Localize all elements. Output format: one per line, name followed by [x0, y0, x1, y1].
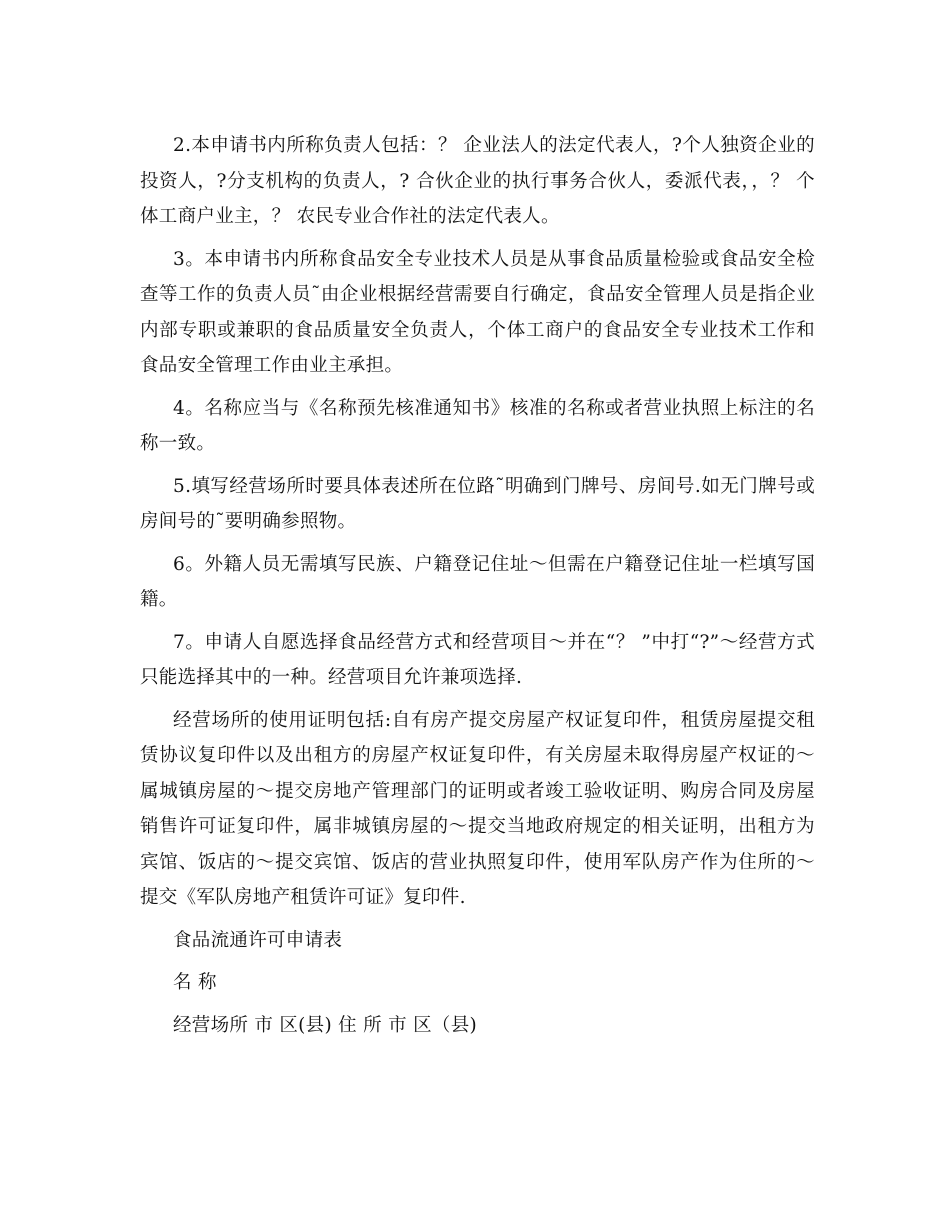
paragraph-food-safety-staff: 3。本申请书内所称食品安全专业技术人员是从事食品质量检验或食品安全检查等工作的负责人员˜由企业根据经营需要自行确定，食品安全管理人员是指企业内部专职或兼职的食品质量安全负责人，个体工商户的食品安全专业技术工作和食品安全管理工作由业主承担。 — [140, 248, 815, 376]
paragraph-business-location: 5.填写经营场所时要具体表述所在位路˜明确到门牌号、房间号.如无门牌号或房间号的˜要明确参照物。 — [140, 475, 815, 532]
document-body — [140, 128, 815, 1050]
form-title: 食品流通许可申请表 — [173, 929, 343, 951]
form-field-name: 名 称 — [173, 972, 217, 993]
paragraph-foreign-personnel: 6。外籍人员无需填写民族、户籍登记住址～但需在户籍登记住址一栏填写国籍。 — [140, 553, 815, 610]
form-field-location: 经营场所 市 区(县) 住 所 市 区（县) — [173, 1014, 478, 1036]
paragraph-business-mode: 7。申请人自愿选择食品经营方式和经营项目～并在“？ ”中打“?”～经营方式只能选择其中的一种。经营项目允许兼项选择. — [140, 631, 815, 688]
paragraph-name-consistency: 4。名称应当与《名称预先核准通知书》核准的名称或者营业执照上标注的名称一致。 — [140, 397, 815, 454]
paragraph-usage-proof: 经营场所的使用证明包括:自有房产提交房屋产权证复印件，租赁房屋提交租赁协议复印件以及出租方的房屋产权证复印件，有关房屋未取得房屋产权证的～属城镇房屋的～提交房地产管理部门的证明或者竣工验收证明、购房合同及房屋销售许可证复印件，属非城镇房屋的～提交当地政府规定的相关证明，出租方为宾馆、饭店的～提交宾馆、饭店的营业执照复印件，使用军队房产作为住所的～提交《军队房地产租赁许可证》复印件. — [140, 709, 815, 908]
paragraph-responsible-person: 2.本申请书内所称负责人包括：？ 企业法人的法定代表人，?个人独资企业的投资人，?分支机构的负责人，? 合伙企业的执行事务合伙人，委派代表，，？ 个体工商户业主，？ 农民专业合作社的法定代表人。 — [140, 135, 815, 227]
